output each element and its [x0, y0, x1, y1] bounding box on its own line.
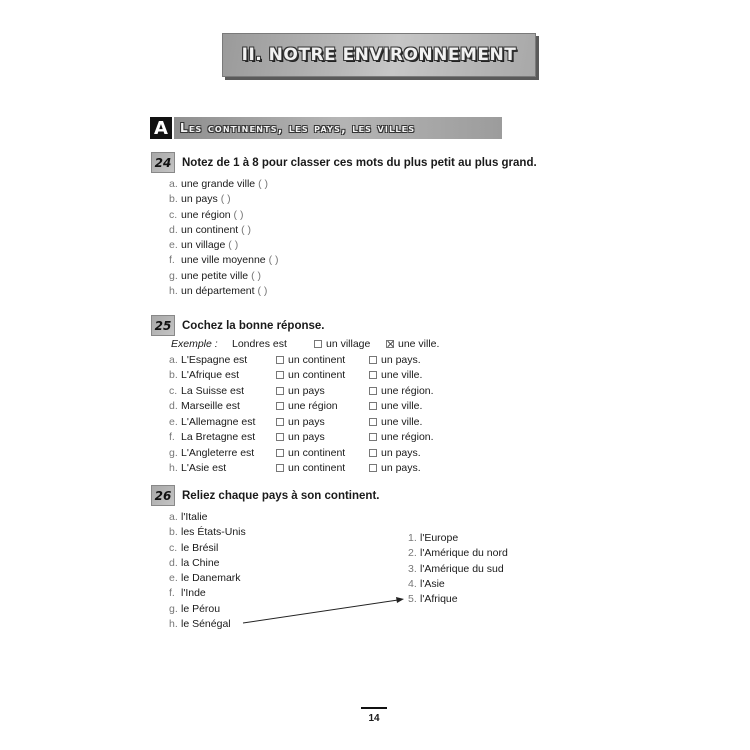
option-label: un continent [288, 462, 346, 474]
item-letter: c. [169, 541, 178, 554]
page-rule [361, 707, 387, 709]
option-label: une région. [381, 431, 434, 443]
item-number: 4. [408, 577, 417, 590]
item-letter: d. [169, 223, 178, 236]
country-name: le Danemark [181, 572, 241, 585]
item-letter: h. [169, 618, 178, 631]
answer-blank[interactable]: ( ) [228, 239, 239, 252]
option-label: un pays. [381, 446, 421, 459]
item-subject: L'Allemagne est [181, 415, 256, 428]
item-letter: f. [169, 431, 175, 443]
option-label: un pays [288, 431, 325, 443]
item-text: une région [181, 208, 231, 221]
answer-blank[interactable]: ( ) [233, 208, 244, 221]
country-name: l'Italie [181, 511, 208, 523]
item-letter: h. [169, 462, 178, 474]
item-letter: a. [169, 353, 178, 366]
option-label: un continent [288, 446, 346, 459]
exercise-number: 24 [151, 152, 175, 173]
section-title: Les continents, les pays, les villes [180, 121, 416, 135]
option-label: une ville. [381, 369, 423, 381]
item-letter: c. [169, 384, 178, 397]
option-label: une ville. [381, 400, 423, 412]
item-letter: b. [169, 526, 178, 539]
item-letter: e. [169, 572, 178, 585]
item-text: une grande ville [181, 178, 256, 190]
option-label: un village [326, 338, 371, 350]
item-text: un pays [181, 193, 218, 206]
option-label: une ville. [398, 338, 440, 350]
item-letter: a. [169, 178, 178, 190]
answer-blank[interactable]: ( ) [220, 193, 231, 206]
exercise-number: 25 [151, 315, 175, 336]
country-name: les États-Unis [181, 526, 246, 539]
item-subject: L'Asie est [181, 462, 227, 474]
country-name: le Brésil [181, 541, 219, 554]
option-label: un continent [288, 353, 346, 366]
example-subject: Londres est [232, 338, 287, 350]
page-number: 14 [368, 713, 380, 724]
item-letter: g. [169, 269, 178, 282]
item-subject: L'Afrique est [181, 369, 240, 381]
answer-blank[interactable]: ( ) [241, 223, 252, 236]
answer-blank[interactable]: ( ) [268, 254, 279, 267]
chapter-title: II. NOTRE ENVIRONNEMENT [241, 45, 517, 65]
option-label: un pays. [381, 353, 421, 366]
exercise-instruction: Reliez chaque pays à son continent. [182, 489, 380, 502]
item-number: 2. [408, 547, 417, 560]
country-name: le Pérou [181, 602, 221, 615]
option-label: un pays [288, 415, 325, 428]
example-label: Exemple : [171, 338, 218, 350]
item-letter: e. [169, 415, 178, 428]
item-subject: Marseille est [181, 400, 240, 412]
exercise-instruction: Notez de 1 à 8 pour classer ces mots du plus petit au plus grand. [182, 156, 537, 169]
item-subject: L'Espagne est [181, 353, 248, 366]
item-letter: d. [169, 556, 178, 569]
item-subject: La Suisse est [181, 384, 245, 397]
item-letter: g. [169, 602, 178, 615]
item-number: 3. [408, 562, 417, 575]
item-letter: d. [169, 400, 178, 412]
item-letter: c. [169, 208, 178, 221]
option-label: un continent [288, 369, 346, 381]
item-number: 1. [408, 532, 417, 544]
answer-blank[interactable]: ( ) [257, 285, 268, 298]
item-text: une petite ville [181, 269, 249, 282]
country-name: l'Inde [181, 587, 206, 600]
answer-blank[interactable]: ( ) [251, 269, 261, 282]
item-text: un village [181, 239, 226, 252]
item-subject: L'Angleterre est [181, 446, 255, 459]
option-label: un pays. [381, 462, 421, 474]
item-number: 5. [408, 593, 417, 606]
option-label: une ville. [381, 415, 423, 428]
item-letter: e. [169, 239, 178, 252]
item-letter: f. [169, 254, 175, 267]
item-letter: h. [169, 285, 178, 298]
item-letter: b. [169, 369, 178, 381]
item-text: un département [181, 285, 255, 298]
exercise-instruction: Cochez la bonne réponse. [182, 319, 325, 332]
country-name: le Sénégal [181, 618, 231, 631]
continent-name: l'Amérique du nord [420, 547, 508, 560]
answer-blank[interactable]: ( ) [258, 178, 268, 190]
option-label: un pays [288, 384, 325, 397]
item-subject: La Bretagne est [181, 431, 256, 443]
continent-name: l'Afrique [420, 593, 458, 606]
item-letter: f. [169, 587, 175, 600]
option-label: une région [288, 400, 338, 412]
exercise-number: 26 [151, 485, 175, 506]
item-text: une ville moyenne [181, 254, 266, 267]
item-text: un continent [181, 223, 239, 236]
continent-name: l'Amérique du sud [420, 562, 504, 575]
section-letter: A [150, 117, 172, 139]
item-letter: b. [169, 193, 178, 206]
option-label: une région. [381, 384, 434, 397]
country-name: la Chine [181, 556, 220, 569]
item-letter: a. [169, 511, 178, 523]
continent-name: l'Europe [420, 532, 459, 544]
item-letter: g. [169, 446, 178, 459]
continent-name: l'Asie [420, 577, 445, 590]
